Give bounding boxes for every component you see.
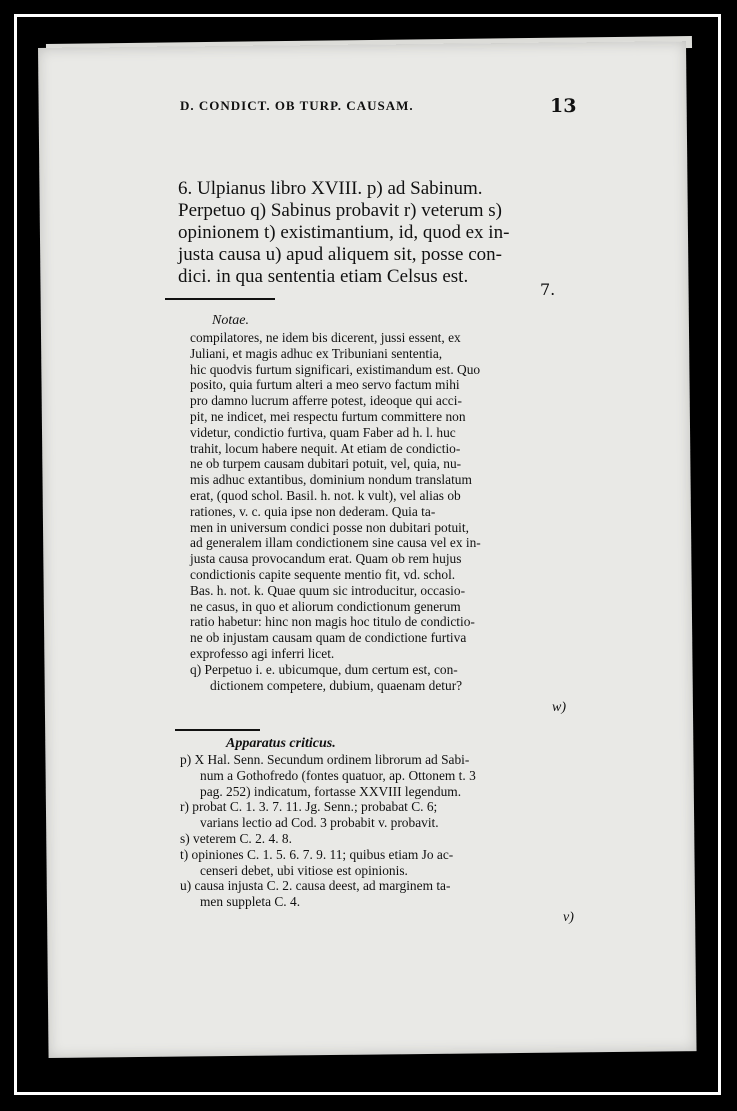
running-title: D. CONDICT. OB TURP. CAUSAM. xyxy=(180,98,414,113)
note-line: videtur, condictio furtiva, quam Faber ad h. l. huc xyxy=(190,424,456,440)
note-line: pit, ne indicet, mei respectu furtum committere non xyxy=(190,408,466,424)
apparatus-line: num a Gothofredo (fontes quatuor, ap. Ottonem t. 3 xyxy=(200,767,476,783)
apparatus-line: s) veterem C. 2. 4. 8. xyxy=(180,830,292,846)
note-line: ad generalem illam condictionem sine causa vel ex in- xyxy=(190,535,481,551)
apparatus-line: pag. 252) indicatum, fortasse XXVIII legendum. xyxy=(200,783,462,799)
note-line: ne casus, in quo et aliorum condictionum generum xyxy=(190,598,461,614)
note-line: Juliani, et magis adhuc ex Tribuniani sententia, xyxy=(190,345,443,361)
notes-heading: Notae. xyxy=(212,313,249,328)
note-line: mis adhuc extantibus, dominium nondum translatum xyxy=(190,472,472,488)
main-line: opinionem t) existimantium, id, quod ex in- xyxy=(178,222,510,243)
notes-text xyxy=(190,330,595,693)
apparatus-line: censeri debet, ubi vitiose est opinionis. xyxy=(200,862,408,878)
note-line: Bas. h. not. k. Quae quum sic introducitur, occasio- xyxy=(190,582,466,598)
note-line: posito, quia furtum alteri a meo servo factum mihi xyxy=(190,377,460,393)
apparatus-line: men suppleta C. 4. xyxy=(200,894,301,910)
page-number: 13 xyxy=(550,95,577,117)
apparatus-line: r) probat C. 1. 3. 7. 11. Jg. Senn.; probabat C. 6; xyxy=(180,799,438,815)
note-line: erat, (quod schol. Basil. h. not. k vult), vel alias ob xyxy=(190,487,461,503)
main-line: justa causa u) apud aliquem sit, posse con- xyxy=(178,244,502,265)
note-line: condictionis capite sequente mentio fit, vd. schol. xyxy=(190,566,456,582)
apparatus-line: p) X Hal. Senn. Secundum ordinem librorum ad Sabi- xyxy=(180,752,470,767)
section-marker: 7. xyxy=(540,280,556,299)
note-line: compilatores, ne idem bis dicerent, jussi essent, ex xyxy=(190,330,461,345)
apparatus-text xyxy=(180,752,592,910)
note-line: ratio habetur: hinc non magis hoc titulo de condictio- xyxy=(190,614,475,630)
note-line: rationes, v. c. quia ipse non dederam. Quia ta- xyxy=(190,503,436,519)
note-line: men in universum condici posse non dubitari potuit, xyxy=(190,519,469,535)
apparatus-rule xyxy=(175,729,260,731)
note-line: pro damno lucrum afferre potest, ideoque qui acci- xyxy=(190,393,462,409)
main-line: Perpetuo q) Sabinus probavit r) veterum s) xyxy=(178,200,502,221)
main-text xyxy=(178,178,590,288)
notes-rule xyxy=(165,298,275,300)
note-line: q) Perpetuo i. e. ubicumque, dum certum est, con- xyxy=(190,661,458,677)
note-line: ne ob turpem causam dubitari potuit, vel, quia, nu- xyxy=(190,456,462,472)
notes-end-marker: w) xyxy=(552,700,566,715)
note-line: ne ob injustam causam quam de condictione furtiva xyxy=(190,630,467,646)
main-line: 6. Ulpianus libro XVIII. p) ad Sabinum. xyxy=(178,178,483,199)
note-line: hic quodvis furtum significari, existimandum est. Quo xyxy=(190,361,481,377)
apparatus-line: t) opiniones C. 1. 5. 6. 7. 9. 11; quibus etiam Jo ac- xyxy=(180,846,454,862)
note-line: dictionem competere, dubium, quaenam detur? xyxy=(210,677,463,693)
note-line: exprofesso agi inferri licet. xyxy=(190,645,335,661)
apparatus-end-marker: v) xyxy=(563,910,574,925)
apparatus-line: u) causa injusta C. 2. causa deest, ad marginem ta- xyxy=(180,878,451,894)
note-line: justa causa provocandum erat. Quam ob rem hujus xyxy=(190,551,462,567)
note-line: trahit, locum habere nequit. At etiam de condictio- xyxy=(190,440,461,456)
apparatus-line: varians lectio ad Cod. 3 probabit v. probavit. xyxy=(200,815,439,831)
main-line: dici. in qua sententia etiam Celsus est. xyxy=(178,266,469,287)
apparatus-heading: Apparatus criticus. xyxy=(226,736,336,751)
